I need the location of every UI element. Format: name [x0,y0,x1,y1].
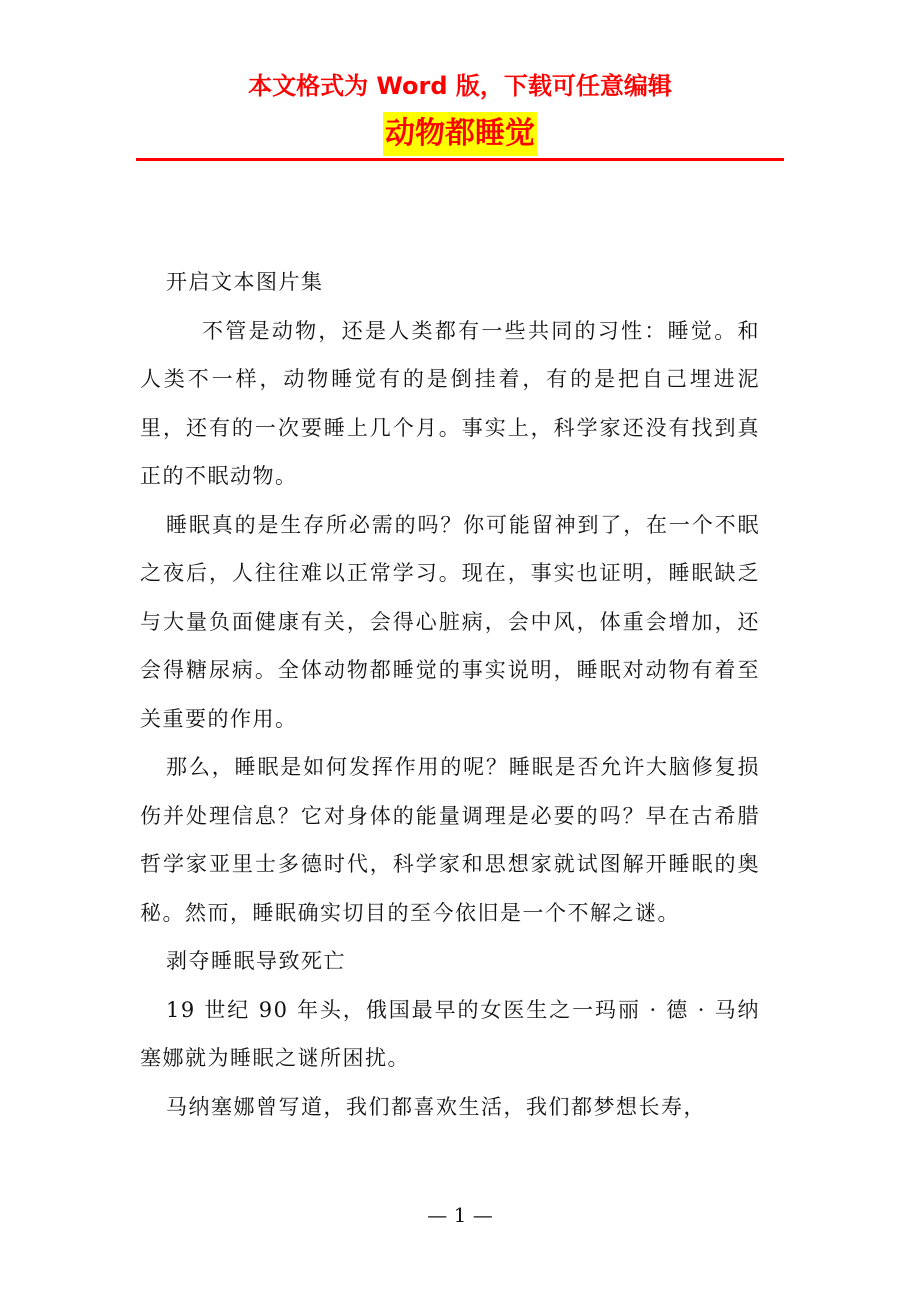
section-heading: 剥夺睡眠导致死亡 [166,949,346,973]
document-body [140,258,760,1131]
document-banner: 本文格式为 Word 版，下载可任意编辑 [248,72,672,100]
paragraph: 睡眠真的是生存所必需的吗？你可能留神到了，在一个不眠之夜后，人往往难以正常学习。现在，事实也证明，睡眠缺乏与大量负面健康有关，会得心脏病，会中风，体重会增加，还会得糖尿病。全体动物都睡觉的事实说明，睡眠对动物有着至关重要的作用。 [140,512,760,731]
document-title: 动物都睡觉 [383,112,537,156]
paragraph: 19 世纪 90 年头，俄国最早的女医生之一玛丽 · 德 · 马纳塞娜就为睡眠之谜所困扰。 [140,997,760,1070]
title-wrapper [0,112,920,156]
paragraph: 那么，睡眠是如何发挥作用的呢？睡眠是否允许大脑修复损伤并处理信息？它对身体的能量调理是必要的吗？早在古希腊哲学家亚里士多德时代，科学家和思想家就试图解开睡眠的奥秘。然而，睡眠确实切目的至今依旧是一个不解之谜。 [140,755,760,925]
paragraph: 马纳塞娜曾写道，我们都喜欢生活，我们都梦想长寿， [166,1094,706,1119]
header-divider [136,158,784,161]
page-number: — 1 — [427,1203,493,1227]
paragraph: 不管是动物，还是人类都有一些共同的习性：睡觉。和人类不一样，动物睡觉有的是倒挂着，有的是把自己埋进泥里，还有的一次要睡上几个月。事实上，科学家还没有找到真正的不眠动物。 [140,318,760,488]
paragraph: 开启文本图片集 [166,270,324,294]
